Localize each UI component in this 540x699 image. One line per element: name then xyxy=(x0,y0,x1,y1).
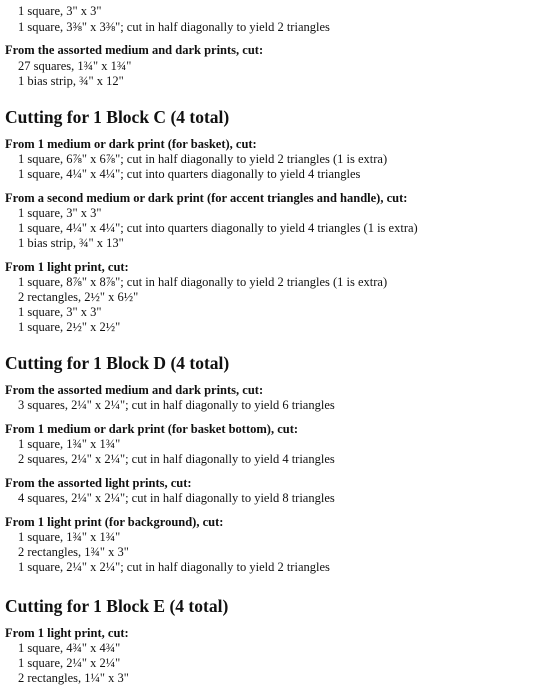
section-heading-block-c: Cutting for 1 Block C (4 total) xyxy=(5,107,230,127)
cut-item: 27 squares, 1¾" x 1¾" xyxy=(18,59,132,73)
cut-item: 1 bias strip, ¾" x 13" xyxy=(18,236,124,250)
cut-item: 1 square, 4¼" x 4¼"; cut into quarters diagonally to yield 4 triangles (1 is extra) xyxy=(18,221,418,235)
cut-item: 1 square, 2¼" x 2¼"; cut in half diagonally to yield 2 triangles xyxy=(18,560,330,574)
group-label: From 1 light print, cut: xyxy=(5,626,129,640)
cut-item: 3 squares, 2¼" x 2¼"; cut in half diagonally to yield 6 triangles xyxy=(18,398,335,412)
cut-item: 1 square, 3" x 3" xyxy=(18,4,102,18)
cut-item: 1 square, 3" x 3" xyxy=(18,305,102,319)
group-label: From the assorted light prints, cut: xyxy=(5,476,192,490)
cut-item: 2 rectangles, 1¾" x 3" xyxy=(18,545,129,559)
group-label: From 1 light print, cut: xyxy=(5,260,129,274)
cut-item: 1 square, 2½" x 2½" xyxy=(18,320,121,334)
section-heading-block-e: Cutting for 1 Block E (4 total) xyxy=(5,596,229,616)
cut-item: 1 square, 4¼" x 4¼"; cut into quarters diagonally to yield 4 triangles xyxy=(18,167,361,181)
cut-item: 2 rectangles, 1¼" x 3" xyxy=(18,671,129,685)
cut-item: 1 square, 4¾" x 4¾" xyxy=(18,641,121,655)
group-label: From 1 light print (for background), cut: xyxy=(5,515,224,529)
cut-item: 4 squares, 2¼" x 2¼"; cut in half diagonally to yield 8 triangles xyxy=(18,491,335,505)
cut-item: 1 square, 1¾" x 1¾" xyxy=(18,437,121,451)
cut-item: 1 bias strip, ¾" x 12" xyxy=(18,74,124,88)
group-label: From 1 medium or dark print (for basket bottom), cut: xyxy=(5,422,299,436)
group-label: From 1 medium or dark print (for basket), cut: xyxy=(5,137,257,151)
cut-item: 1 square, 3⅜" x 3⅜"; cut in half diagonally to yield 2 triangles xyxy=(18,20,330,34)
cut-item: 1 square, 3" x 3" xyxy=(18,206,102,220)
group-label: From a second medium or dark print (for accent triangles and handle), cut: xyxy=(5,191,408,205)
cut-item: 1 square, 1¾" x 1¾" xyxy=(18,530,121,544)
group-label: From the assorted medium and dark prints, cut: xyxy=(5,43,264,57)
cut-item: 2 rectangles, 2½" x 6½" xyxy=(18,290,139,304)
cut-item: 1 square, 2¼" x 2¼" xyxy=(18,656,121,670)
group-label: From the assorted medium and dark prints, cut: xyxy=(5,383,264,397)
cut-item: 1 square, 8⅞" x 8⅞"; cut in half diagonally to yield 2 triangles (1 is extra) xyxy=(18,275,388,289)
cut-item: 2 squares, 2¼" x 2¼"; cut in half diagonally to yield 4 triangles xyxy=(18,452,335,466)
section-heading-block-d: Cutting for 1 Block D (4 total) xyxy=(5,353,230,373)
cut-item: 1 square, 6⅞" x 6⅞"; cut in half diagonally to yield 2 triangles (1 is extra) xyxy=(18,152,388,166)
